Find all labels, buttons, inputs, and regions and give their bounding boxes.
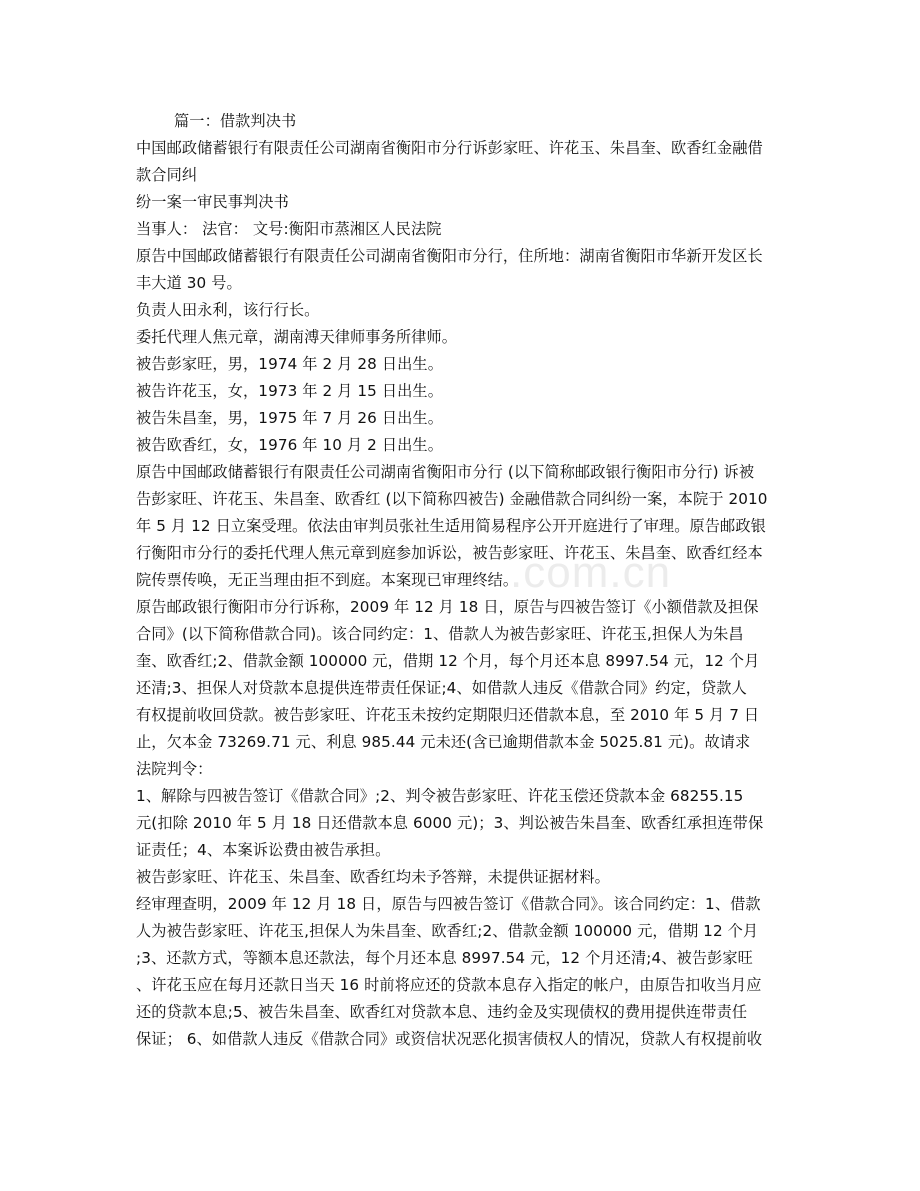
text-line: 证责任；4、本案诉讼费由被告承担。 <box>136 841 391 859</box>
text-line: 中国邮政储蓄银行有限责任公司湖南省衡阳市分行诉彭家旺、许花玉、朱昌奎、欧香红金融借 <box>136 139 763 157</box>
text-line: 保证； 6、如借款人违反《借款合同》或资信状况恶化损害债权人的情况，贷款人有权提前收 <box>136 1030 763 1048</box>
text-line: 、许花玉应在每月还款日当天 16 时前将应还的贷款本息存入指定的帐户，由原告扣收当月应 <box>136 976 762 994</box>
text-line: 行衡阳市分行的委托代理人焦元章到庭参加诉讼，被告彭家旺、许花玉、朱昌奎、欧香红经本 <box>136 544 763 562</box>
text-line: 人为被告彭家旺、许花玉,担保人为朱昌奎、欧香红;2、借款金额 100000 元，借期 12 个月 <box>136 922 759 940</box>
text-line: 当事人： 法官： 文号:衡阳市蒸湘区人民法院 <box>136 220 442 238</box>
text-line: 原告邮政银行衡阳市分行诉称，2009 年 12 月 18 日，原告与四被告签订《小额借款及担保 <box>136 598 759 616</box>
text-line: 被告许花玉，女，1973 年 2 月 15 日出生。 <box>136 382 444 400</box>
text-line: 告彭家旺、许花玉、朱昌奎、欧香红 (以下简称四被告) 金融借款合同纠纷一案，本院于 2010 <box>136 490 768 508</box>
text-line: 被告彭家旺，男，1974 年 2 月 28 日出生。 <box>136 355 444 373</box>
text-line: ;3、还款方式，等额本息还款法，每个月还本息 8997.54 元，12 个月还清;4、被告彭家旺 <box>136 949 753 967</box>
text-line: 奎、欧香红;2、借款金额 100000 元，借期 12 个月，每个月还本息 8997.54 元，12 个月 <box>136 652 760 670</box>
text-line: 委托代理人焦元章，湖南溥天律师事务所律师。 <box>136 328 458 346</box>
text-line: 1、解除与四被告签订《借款合同》;2、判令被告彭家旺、许花玉偿还贷款本金 68255.15 <box>136 787 744 805</box>
text-line: 法院判令： <box>136 760 213 778</box>
text-line: 纷一案一审民事判决书 <box>136 193 289 211</box>
text-line: 经审理查明，2009 年 12 月 18 日，原告与四被告签订《借款合同》。该合同约定：1、借款 <box>136 895 761 913</box>
text-line: 被告彭家旺、许花玉、朱昌奎、欧香红均未予答辩，未提供证据材料。 <box>136 868 610 886</box>
text-line: 负责人田永利，该行行长。 <box>136 301 320 319</box>
text-line: 元(扣除 2010 年 5 月 18 日还借款本息 6000 元)；3、判讼被告朱昌奎、欧香红承担连带保 <box>136 814 764 832</box>
document-heading: 篇一：借款判决书 <box>174 112 297 130</box>
document-page <box>136 108 788 1053</box>
text-line: 被告欧香红，女，1976 年 10 月 2 日出生。 <box>136 436 444 454</box>
text-line: 原告中国邮政储蓄银行有限责任公司湖南省衡阳市分行 (以下简称邮政银行衡阳市分行) 诉被 <box>136 463 755 481</box>
text-line: 被告朱昌奎，男，1975 年 7 月 26 日出生。 <box>136 409 444 427</box>
watermark: .com.cn <box>510 548 672 597</box>
text-line: 丰大道 30 号。 <box>136 274 242 292</box>
text-line: 还的贷款本息;5、被告朱昌奎、欧香红对贷款本息、违约金及实现债权的费用提供连带责任 <box>136 1003 748 1021</box>
text-line: 还清;3、担保人对贷款本息提供连带责任保证;4、如借款人违反《借款合同》约定，贷款人 <box>136 679 747 697</box>
text-line: 年 5 月 12 日立案受理。依法由审判员张社生适用简易程序公开开庭进行了审理。原告邮政银 <box>136 517 766 535</box>
text-line: 原告中国邮政储蓄银行有限责任公司湖南省衡阳市分行，住所地：湖南省衡阳市华新开发区长 <box>136 247 763 265</box>
text-line: 合同》(以下简称借款合同)。该合同约定：1、借款人为被告彭家旺、许花玉,担保人为朱昌 <box>136 625 744 643</box>
text-line: 止，欠本金 73269.71 元、利息 985.44 元未还(含已逾期借款本金 5025.81 元)。故请求 <box>136 733 751 751</box>
text-line: 有权提前收回贷款。被告彭家旺、许花玉未按约定期限归还借款本息，至 2010 年 5 月 7 日 <box>136 706 760 724</box>
text-line: 院传票传唤，无正当理由拒不到庭。本案现已审理终结。 <box>136 571 519 589</box>
text-line: 款合同纠 <box>136 166 198 184</box>
